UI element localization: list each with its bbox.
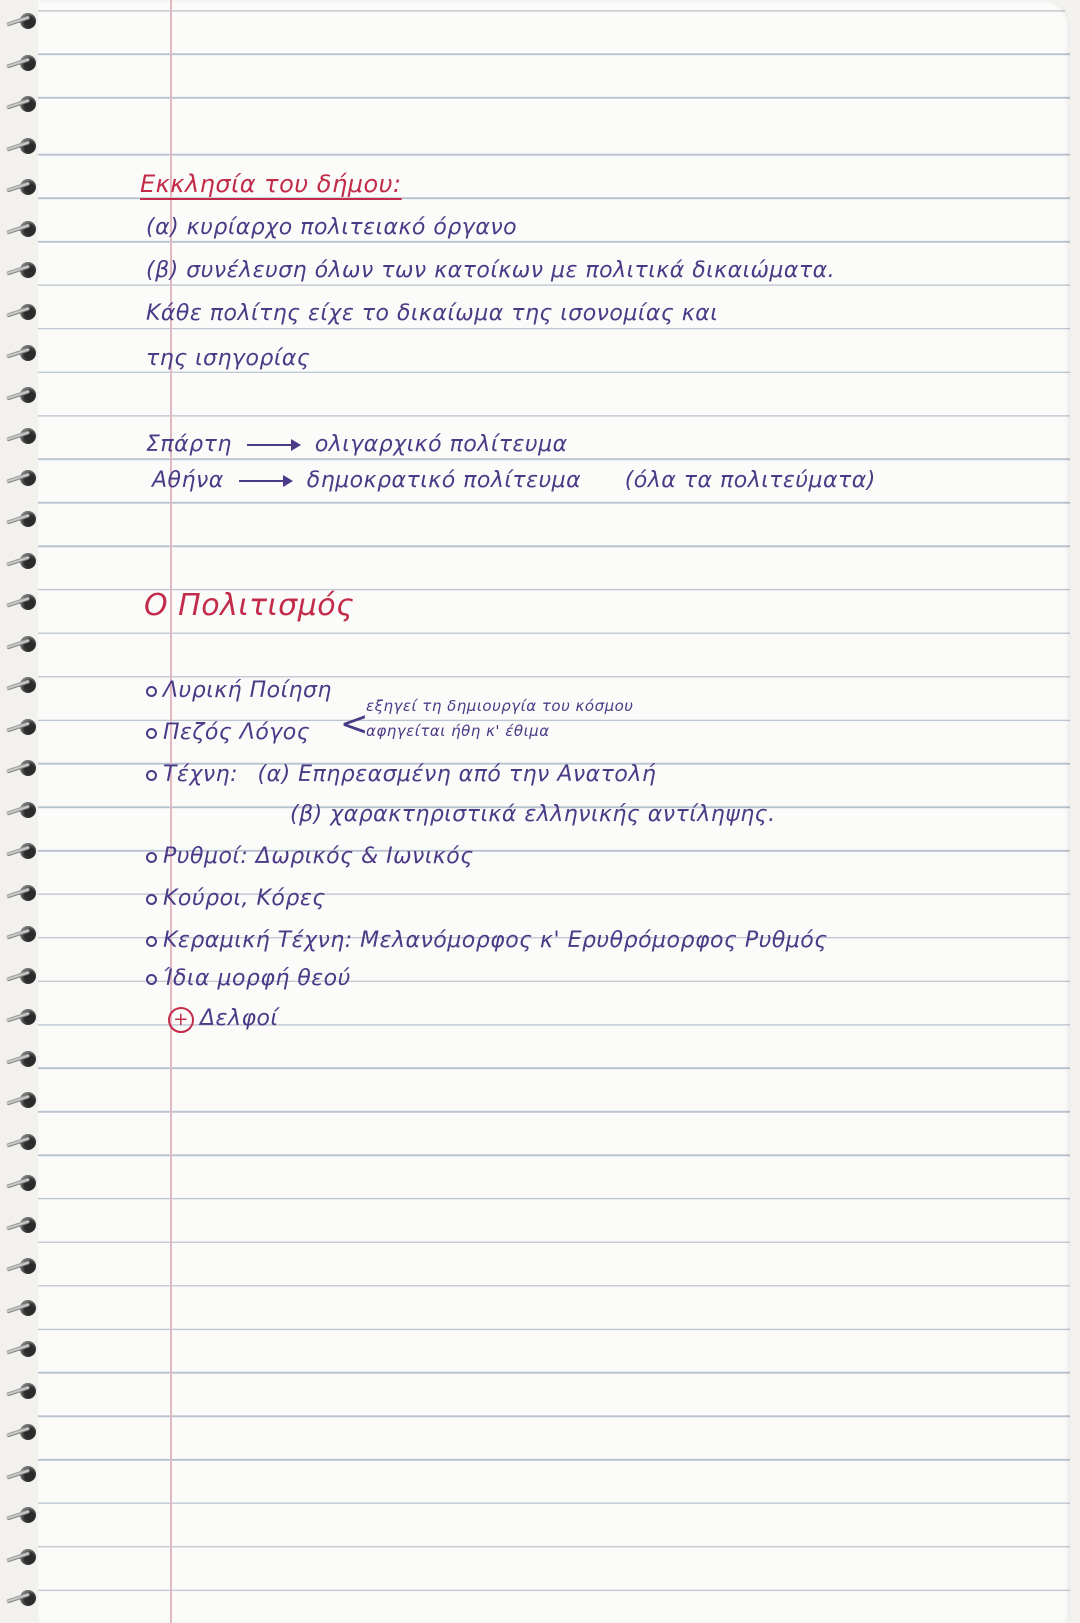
lyric-poetry-item	[146, 678, 332, 703]
prose-note-2: αφηγείται ήθη κ' έθιμα	[366, 722, 550, 740]
kouroi-text: Κούροι, Κόρες	[163, 886, 326, 911]
spiral-ring	[6, 716, 36, 738]
spiral-ring	[6, 10, 36, 32]
prose-note-1: εξηγεί τη δημιουργία του κόσμου	[366, 697, 634, 715]
spiral-ring	[6, 1546, 36, 1568]
spiral-ring	[6, 1255, 36, 1277]
spiral-ring	[6, 1338, 36, 1360]
rhythms-text: Ρυθμοί: Δωρικός & Ιωνικός	[163, 844, 474, 869]
kouroi-item	[146, 886, 326, 911]
spiral-ring	[6, 1463, 36, 1485]
spiral-ring	[6, 1587, 36, 1609]
spiral-ring	[6, 965, 36, 987]
spiral-ring	[6, 1297, 36, 1319]
bullet-icon	[146, 770, 157, 781]
plus-circle-icon: +	[168, 1007, 194, 1033]
arrow-icon	[239, 480, 291, 482]
spiral-ring	[6, 384, 36, 406]
art-a: (α) Επηρεασμένη από την Ανατολή	[257, 762, 657, 787]
bullet-icon	[146, 728, 157, 739]
spiral-ring	[6, 259, 36, 281]
spiral-ring	[6, 674, 36, 696]
spiral-ring	[6, 52, 36, 74]
athens-value: δημοκρατικό πολίτευμα	[306, 468, 582, 493]
arrow-icon	[247, 444, 299, 446]
spiral-ring	[6, 425, 36, 447]
spiral-ring	[6, 176, 36, 198]
bullet-icon	[146, 686, 157, 697]
spiral-ring	[6, 757, 36, 779]
spiral-ring	[6, 1421, 36, 1443]
section-title-ekklesia: Εκκλησία του δήμου:	[140, 170, 402, 198]
spiral-ring	[6, 633, 36, 655]
spiral-ring	[6, 467, 36, 489]
spiral-ring	[6, 1214, 36, 1236]
spiral-ring	[6, 508, 36, 530]
ceramics-text: Κεραμική Τέχνη: Μελανόμορφος κ' Ερυθρόμορφος Ρυθμός	[163, 928, 828, 953]
spiral-binding	[0, 0, 48, 1623]
lyric-poetry-text: Λυρική Ποίηση	[163, 678, 332, 703]
spiral-ring	[6, 1006, 36, 1028]
divine-form-item	[146, 966, 351, 991]
prose-item	[146, 720, 310, 745]
bullet-icon	[146, 852, 157, 863]
item-b: (β) συνέλευση όλων των κατοίκων με πολιτικά δικαιώματα.	[146, 258, 836, 283]
delphi-item	[168, 1006, 278, 1033]
art-b: (β) χαρακτηριστικά ελληνικής αντίληψης.	[290, 802, 776, 827]
spiral-ring	[6, 1172, 36, 1194]
spiral-ring	[6, 301, 36, 323]
athens-note: (όλα τα πολιτεύματα)	[624, 468, 876, 493]
art-label: Τέχνη:	[163, 762, 238, 787]
paragraph-line-2: της ισηγορίας	[146, 346, 311, 371]
paragraph-line-1: Κάθε πολίτης είχε το δικαίωμα της ισονομίας και	[146, 301, 719, 326]
spiral-ring	[6, 591, 36, 613]
spiral-ring	[6, 1048, 36, 1070]
section-title-politismos: Ο Πολιτισμός	[144, 588, 355, 623]
item-a: (α) κυρίαρχο πολιτειακό όργανο	[146, 215, 518, 240]
prose-text: Πεζός Λόγος	[163, 720, 311, 745]
sparta-value: ολιγαρχικό πολίτευμα	[314, 432, 568, 457]
sparta-row	[146, 432, 568, 457]
spiral-ring	[6, 1380, 36, 1402]
spiral-ring	[6, 923, 36, 945]
athens-row	[152, 468, 876, 493]
spiral-ring	[6, 342, 36, 364]
spiral-ring	[6, 135, 36, 157]
sparta-label: Σπάρτη	[146, 432, 232, 457]
divine-form-text: Ίδια μορφή θεού	[163, 966, 351, 991]
brace-icon: <	[340, 704, 369, 744]
bullet-icon	[146, 936, 157, 947]
spiral-ring	[6, 840, 36, 862]
spiral-ring	[6, 799, 36, 821]
art-item	[146, 762, 656, 787]
athens-label: Αθήνα	[152, 468, 224, 493]
spiral-ring	[6, 93, 36, 115]
ceramics-item	[146, 928, 828, 953]
bullet-icon	[146, 894, 157, 905]
margin-line	[170, 0, 172, 1623]
bullet-icon	[146, 974, 157, 985]
spiral-ring	[6, 1131, 36, 1153]
spiral-ring	[6, 550, 36, 572]
spiral-ring	[6, 882, 36, 904]
spiral-ring	[6, 1504, 36, 1526]
spiral-ring	[6, 1089, 36, 1111]
spiral-ring	[6, 218, 36, 240]
delphi-text: Δελφοί	[200, 1006, 279, 1031]
rhythms-item	[146, 844, 474, 869]
